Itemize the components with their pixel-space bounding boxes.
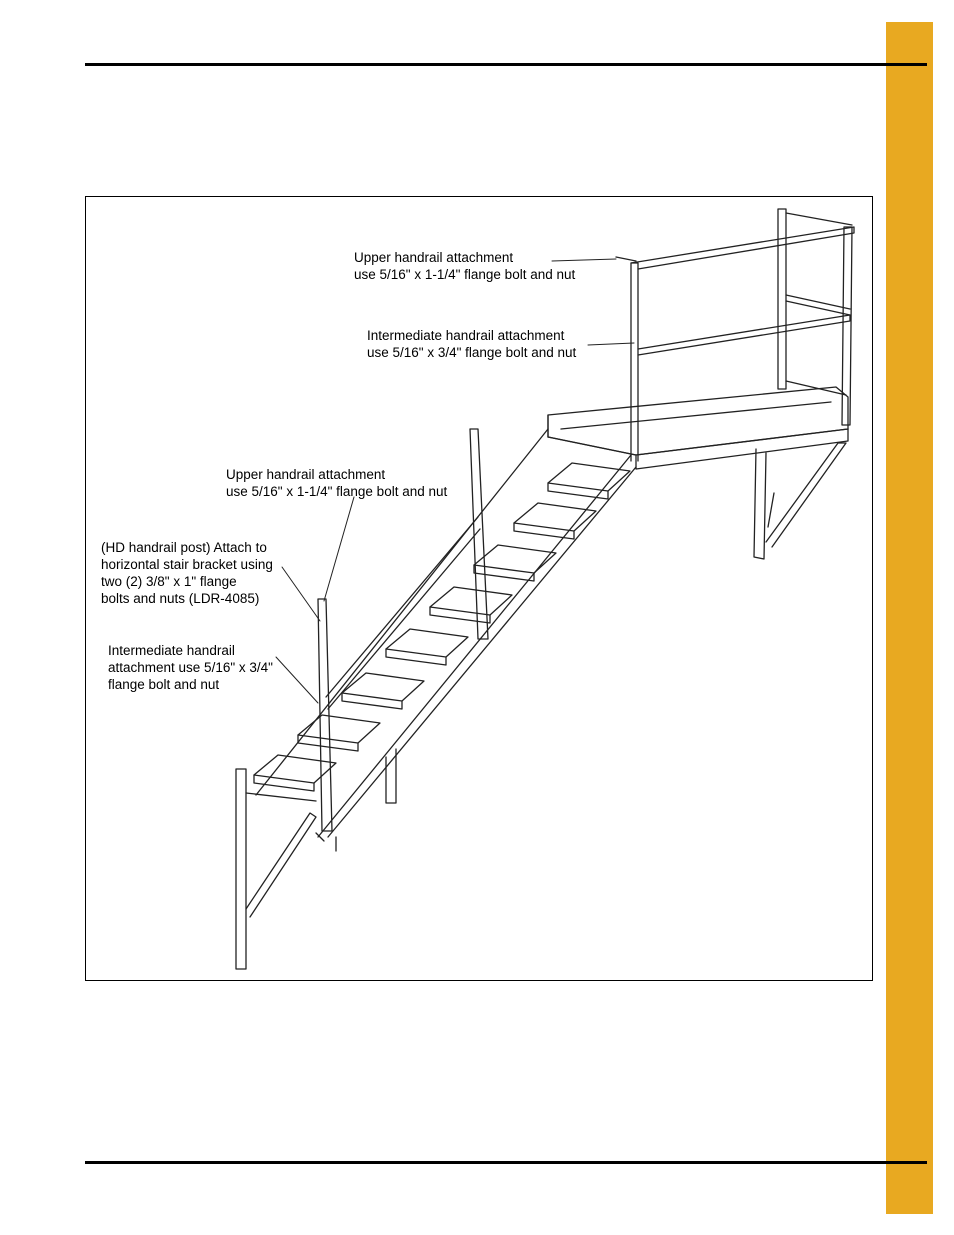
callout-line: Upper handrail attachment xyxy=(354,250,514,265)
callout-stair-upper-handrail xyxy=(226,466,447,500)
callout-line: (HD handrail post) Attach to xyxy=(101,540,267,555)
callout-line: use 5/16" x 1-1/4" flange bolt and nut xyxy=(354,267,576,282)
callout-line: horizontal stair bracket using xyxy=(101,557,273,572)
stair-treads xyxy=(254,463,630,791)
landing-handrail xyxy=(616,209,854,461)
callout-line: attachment use 5/16" x 3/4" xyxy=(108,660,273,675)
callout-stair-intermediate-handrail xyxy=(108,642,273,693)
footer-rule xyxy=(85,1161,927,1164)
callout-line: use 5/16" x 3/4" flange bolt and nut xyxy=(367,345,577,360)
landing-platform xyxy=(548,387,848,559)
callout-landing-intermediate-handrail xyxy=(367,327,576,361)
callout-hd-handrail-post xyxy=(101,539,273,607)
header-rule xyxy=(85,63,927,66)
callout-line: Intermediate handrail xyxy=(108,643,235,658)
callout-line: flange bolt and nut xyxy=(108,677,220,692)
callout-line: use 5/16" x 1-1/4" flange bolt and nut xyxy=(226,484,448,499)
callout-landing-upper-handrail xyxy=(354,249,575,283)
callout-line: Upper handrail attachment xyxy=(226,467,386,482)
chapter-side-tab xyxy=(886,22,933,1214)
callout-line: two (2) 3/8" x 1" flange xyxy=(101,574,237,589)
stair-assembly-figure xyxy=(85,196,873,981)
callout-line: Intermediate handrail attachment xyxy=(367,328,565,343)
callout-line: bolts and nuts (LDR-4085) xyxy=(101,591,260,606)
